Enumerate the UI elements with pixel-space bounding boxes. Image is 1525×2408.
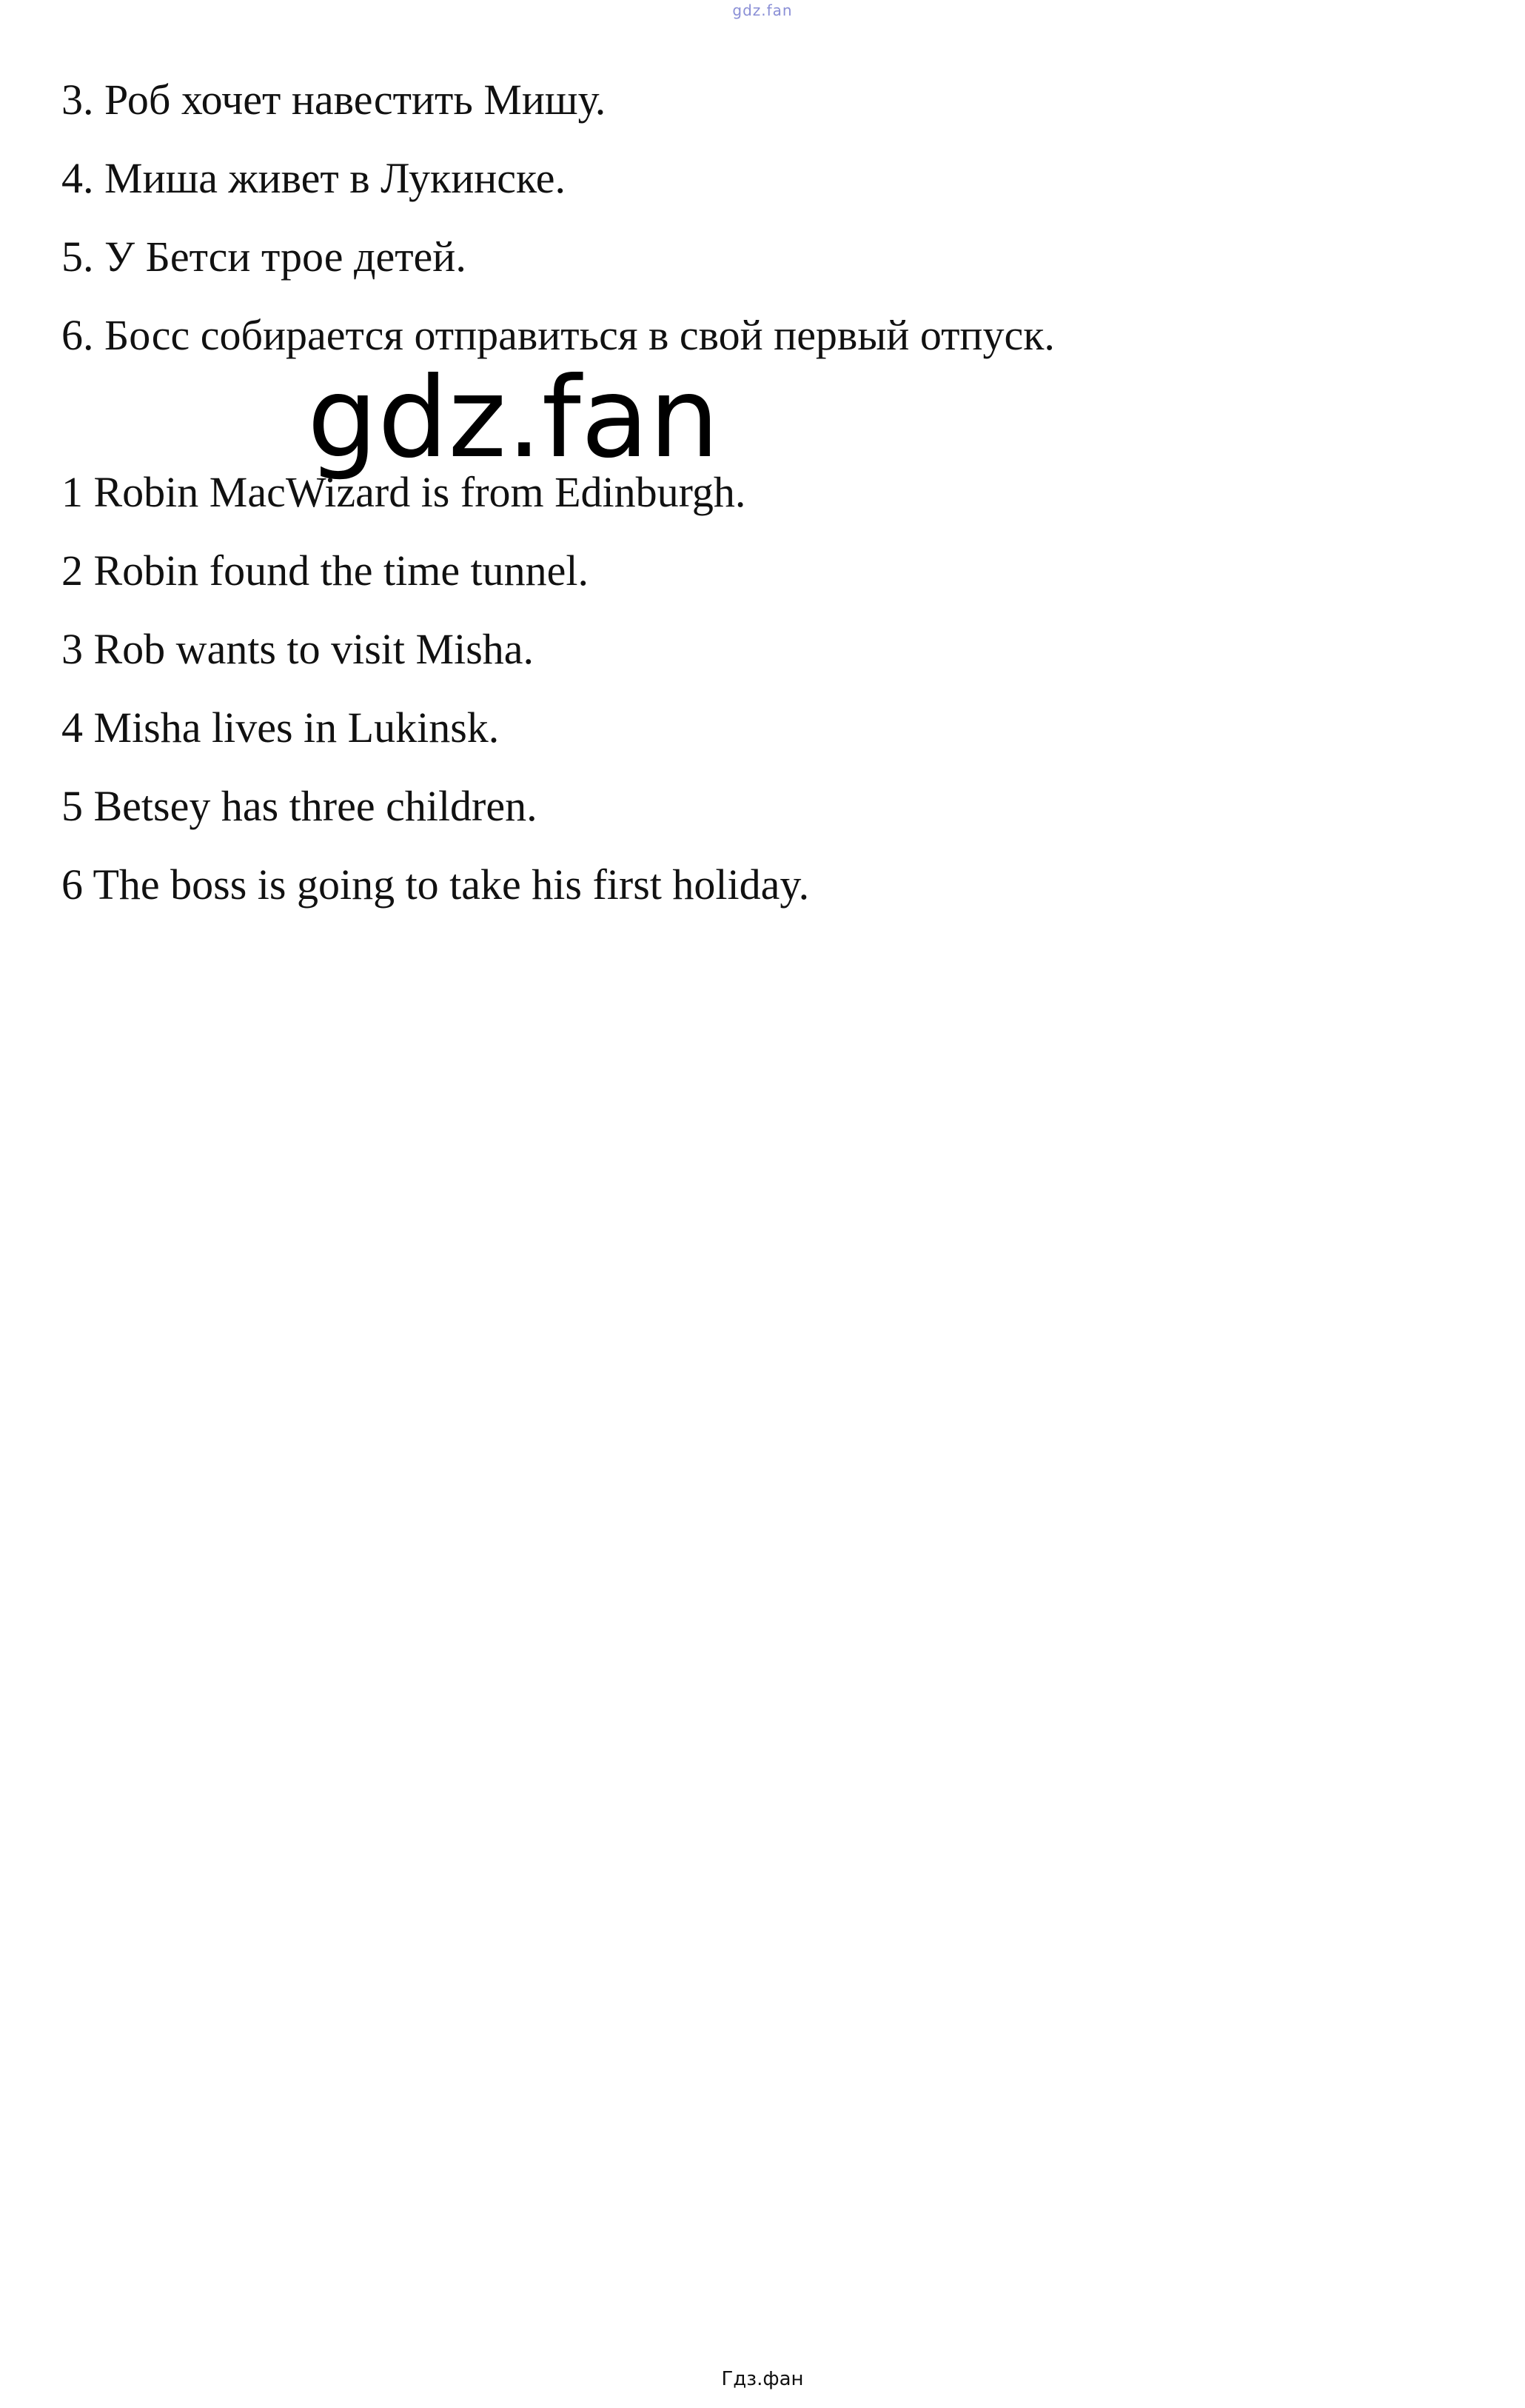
russian-sentence-6: 6. Босс собирается отправиться в свой первый отпуск.: [61, 311, 1055, 359]
english-sentence-4: 4 Misha lives in Lukinsk.: [61, 703, 500, 752]
english-sentence-3: 3 Rob wants to visit Misha.: [61, 625, 534, 673]
english-sentence-6: 6 The boss is going to take his first holiday.: [61, 860, 810, 909]
english-sentence-5: 5 Betsey has three children.: [61, 782, 537, 830]
english-sentence-1: 1 Robin MacWizard is from Edinburgh.: [61, 468, 746, 516]
watermark-logo: gdz.fan: [307, 354, 720, 483]
russian-sentence-3: 3. Роб хочет навестить Мишу.: [61, 76, 606, 124]
footer-site-mark: Гдз.фан: [721, 2368, 804, 2390]
russian-sentence-4: 4. Миша живет в Лукинске.: [61, 154, 566, 202]
header-site-mark: gdz.fan: [732, 1, 793, 19]
english-sentence-2: 2 Robin found the time tunnel.: [61, 546, 589, 595]
russian-sentence-5: 5. У Бетси трое детей.: [61, 233, 466, 281]
